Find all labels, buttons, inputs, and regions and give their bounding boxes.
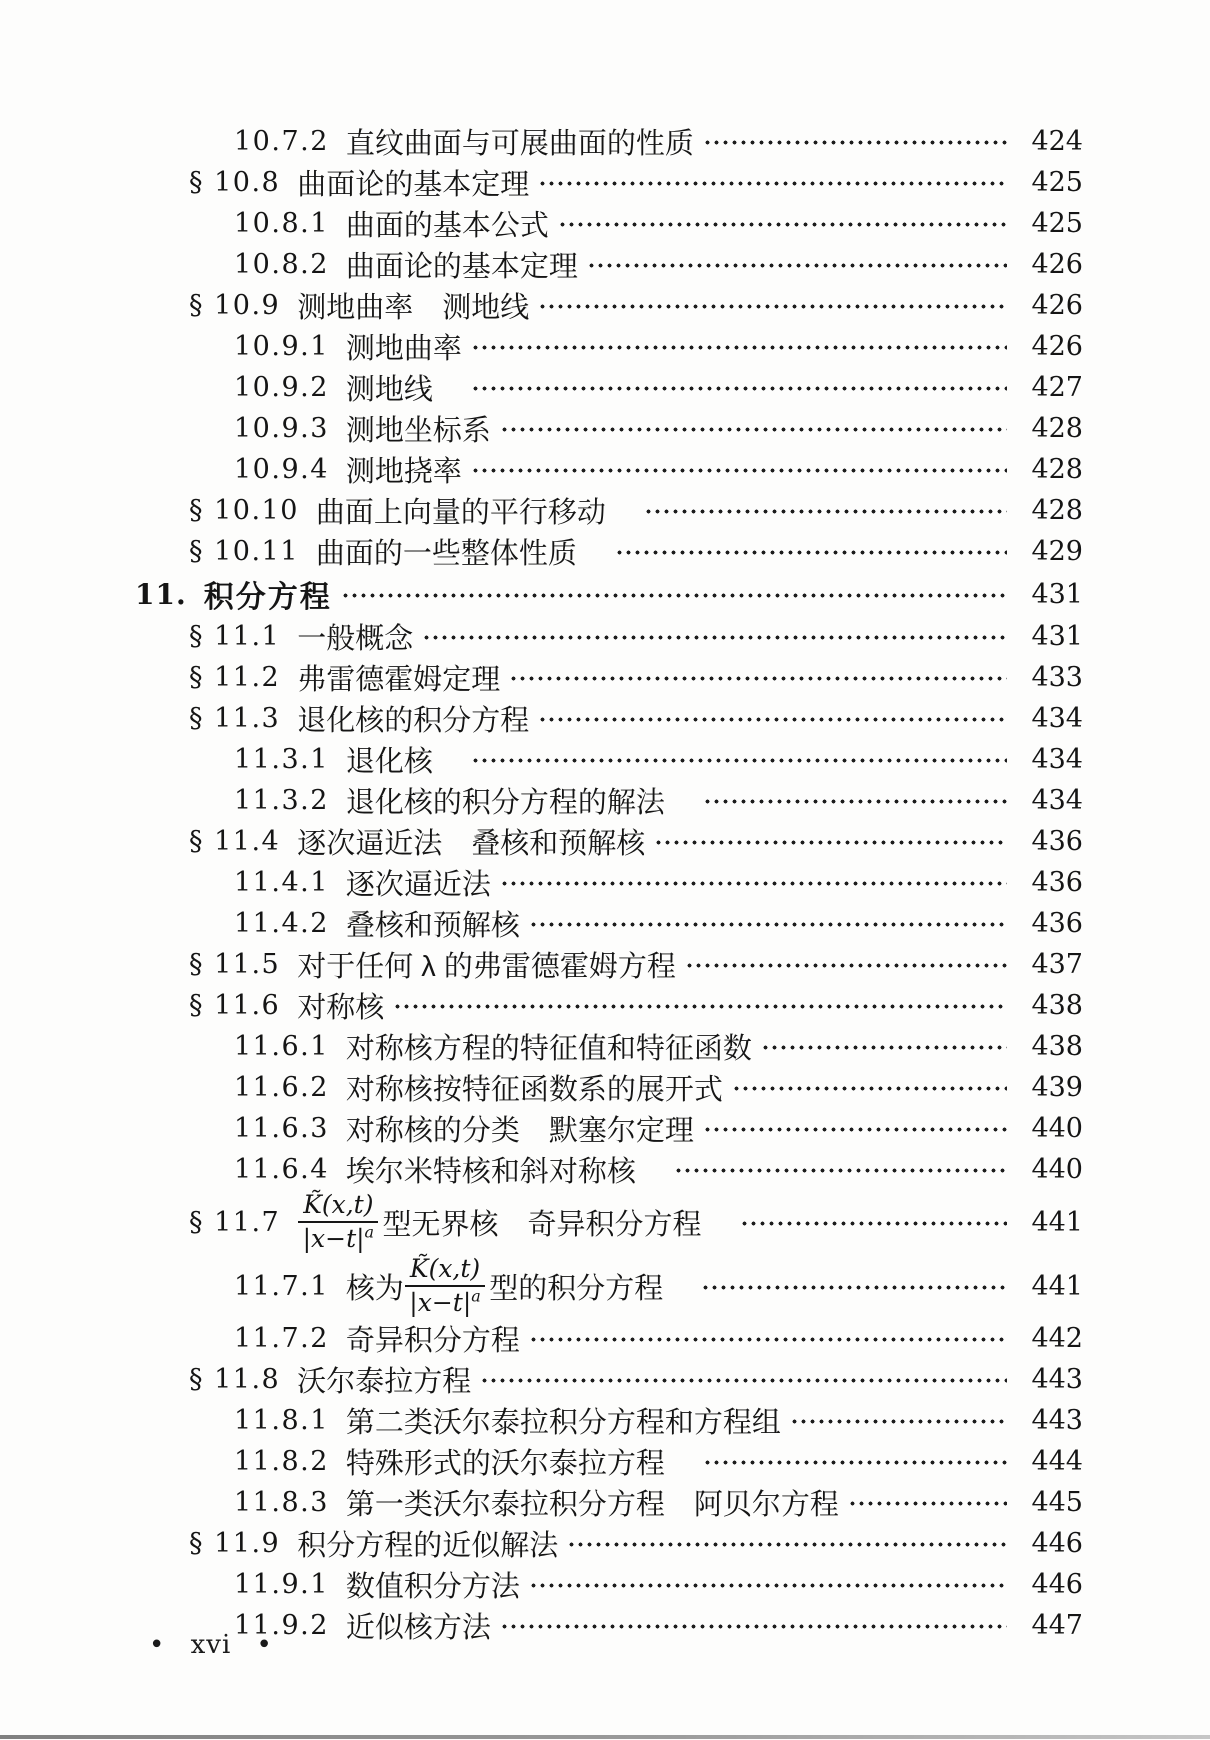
toc-entry [0,244,1083,285]
toc-entry [0,162,1083,203]
fraction-denominator-exponent: a [364,1222,375,1242]
entry-page-number: 442 [1031,1323,1083,1354]
entry-title: 对称核方程的特征值和特征函数 [345,1033,752,1065]
dot-leader [500,1619,1007,1634]
toc-entry [0,531,1083,572]
entry-title: 第二类沃尔泰拉积分方程和方程组 [345,1407,781,1439]
fraction-numerator: K̃(x,t) [298,1191,378,1223]
entry-title: 测地曲率 [345,333,462,365]
fraction-denominator [303,1223,375,1253]
fraction-formula [405,1255,485,1317]
entry-page-number: 437 [1031,949,1083,980]
entry-title: 曲面上向量的平行移动 [315,497,635,529]
entry-title: 测地挠率 [345,456,462,488]
toc-entry [0,985,1083,1026]
entry-page-number: 440 [1031,1154,1083,1185]
dot-leader [341,588,1007,603]
entry-number: § 11.7 [189,1206,281,1238]
entry-page-number: 425 [1031,167,1083,198]
entry-number: 10.7.2 [234,126,329,157]
toc-entry [0,1359,1083,1400]
entry-page-number: 426 [1031,331,1083,362]
entry-number: § 10.10 [189,495,299,526]
entry-title: 直纹曲面与可展曲面的性质 [345,128,694,160]
entry-page-number: 436 [1031,908,1083,939]
entry-page-number: 428 [1031,495,1083,526]
dot-leader [538,712,1007,727]
entry-title: 一般概念 [297,623,414,655]
toc-entry [0,616,1083,657]
entry-title: 对称核的分类 默塞尔定理 [345,1115,694,1147]
entry-page-number: 431 [1031,578,1083,610]
entry-title: 退化核的积分方程的解法 [345,787,694,819]
dot-leader [471,381,1007,396]
entry-number: 11.8.2 [234,1446,329,1477]
entry-number: § 10.8 [189,167,281,198]
toc-entry [0,1441,1083,1482]
entry-number: § 11.5 [189,949,281,980]
toc-entry [0,490,1083,531]
entry-title-suffix: 型的积分方程 [489,1272,693,1305]
dot-leader [790,1414,1007,1429]
dot-leader [529,1578,1007,1593]
toc-entry [0,1318,1083,1359]
entry-page-number: 443 [1031,1364,1083,1395]
entry-page-number: 428 [1031,413,1083,444]
entry-title: 对称核 [297,992,385,1024]
entry-page-number: 439 [1031,1072,1083,1103]
dot-leader [471,340,1007,355]
dot-leader [615,545,1007,560]
toc-entry [0,944,1083,985]
entry-page-number: 427 [1031,372,1083,403]
dot-leader [529,917,1007,932]
entry-number: 10.9.4 [234,454,329,485]
entry-number: § 11.1 [189,621,281,652]
fraction-denominator [409,1287,481,1317]
toc-entry [0,1482,1083,1523]
dot-leader [703,1122,1007,1137]
entry-number: 10.8.2 [234,249,329,280]
entry-page-number: 433 [1031,662,1083,693]
dot-leader [703,135,1007,150]
entry-page-number: 426 [1031,249,1083,280]
dot-leader [422,630,1007,645]
dot-leader [471,463,1007,478]
entry-page-number: 443 [1031,1405,1083,1436]
dot-leader [685,958,1007,973]
entry-number: 11. [135,577,187,611]
entry-number: 11.7.1 [234,1270,329,1302]
toc-entry [0,657,1083,698]
dot-leader [529,1332,1007,1347]
dot-leader [701,1280,1007,1295]
toc-entry [0,203,1083,244]
entry-page-number: 446 [1031,1569,1083,1600]
entry-number: 10.9.2 [234,372,329,403]
entry-number: 11.7.2 [234,1323,329,1354]
entry-page-number: 434 [1031,744,1083,775]
toc-entry [0,408,1083,449]
entry-title: 曲面论的基本定理 [345,251,578,283]
toc-entry [0,367,1083,408]
entry-title: 积分方程的近似解法 [297,1530,559,1562]
entry-title: 近似核方法 [345,1612,491,1644]
entry-number: § 10.11 [189,536,299,567]
entry-number: 10.8.1 [234,208,329,239]
dot-leader [480,1373,1007,1388]
toc-entry [0,698,1083,739]
entry-page-number: 444 [1031,1446,1083,1477]
toc-entry [0,780,1083,821]
dot-leader [732,1081,1007,1096]
entry-number: 11.8.3 [234,1487,329,1518]
entry-number: 11.4.2 [234,908,329,939]
entry-page-number: 441 [1031,1206,1083,1238]
dot-leader [538,176,1007,191]
entry-page-number: 445 [1031,1487,1083,1518]
entry-number: § 11.2 [189,662,281,693]
dot-leader [703,794,1007,809]
entry-page-number: 438 [1031,990,1083,1021]
dot-leader [558,217,1007,232]
entry-title: 逐次逼近法 叠核和预解核 [297,828,646,860]
entry-title: 埃尔米特核和斜对称核 [345,1156,665,1188]
entry-title: 曲面的基本公式 [345,210,549,242]
toc-entry [0,121,1083,162]
toc-entry [0,1400,1083,1441]
entry-title-suffix: 型无界核 奇异积分方程 [382,1208,731,1241]
entry-title: 特殊形式的沃尔泰拉方程 [345,1448,694,1480]
fraction-formula [298,1191,378,1253]
toc-list [0,121,1083,1646]
entry-page-number: 434 [1031,703,1083,734]
entry-title: 叠核和预解核 [345,910,520,942]
entry-title-prefix: 核为 [345,1272,404,1305]
entry-title: 曲面的一些整体性质 [315,538,606,570]
entry-title: 积分方程 [203,581,332,614]
entry-page-number: 446 [1031,1528,1083,1559]
entry-page-number: 438 [1031,1031,1083,1062]
toc-entry [0,821,1083,862]
entry-title: 第一类沃尔泰拉积分方程 阿贝尔方程 [345,1489,839,1521]
entry-page-number: 428 [1031,454,1083,485]
dot-leader [703,1455,1007,1470]
entry-number: 11.6.1 [234,1031,329,1062]
dot-leader [538,299,1007,314]
entry-number: 11.3.2 [234,785,329,816]
toc-entry [0,1564,1083,1605]
toc-entry [0,572,1083,616]
dot-leader [740,1216,1008,1231]
scan-edge-artifact [0,1735,1210,1739]
dot-leader [509,671,1007,686]
entry-number: 11.9.1 [234,1569,329,1600]
fraction-denominator-base: |x−t| [302,1224,365,1253]
dot-leader [674,1163,1007,1178]
entry-title: 沃尔泰拉方程 [297,1366,472,1398]
toc-entry [0,449,1083,490]
entry-number: § 11.9 [189,1528,281,1559]
entry-title: 曲面论的基本定理 [297,169,530,201]
entry-number: 10.9.3 [234,413,329,444]
entry-page-number: 440 [1031,1113,1083,1144]
entry-page-number: 429 [1031,536,1083,567]
entry-title: 奇异积分方程 [345,1325,520,1357]
toc-entry [0,1523,1083,1564]
toc-entry [0,739,1083,780]
entry-page-number: 436 [1031,867,1083,898]
entry-title: 测地坐标系 [345,415,491,447]
entry-page-number: 441 [1031,1270,1083,1302]
dot-leader [644,504,1007,519]
entry-number: 11.8.1 [234,1405,329,1436]
toc-entry [0,1149,1083,1190]
toc-entry [0,903,1083,944]
entry-number: 11.4.1 [234,867,329,898]
entry-page-number: 434 [1031,785,1083,816]
entry-number: 11.6.2 [234,1072,329,1103]
entry-page-number: 431 [1031,621,1083,652]
dot-leader [654,835,1007,850]
entry-page-number: 426 [1031,290,1083,321]
entry-number: 10.9.1 [234,331,329,362]
toc-entry [0,326,1083,367]
toc-entry [0,285,1083,326]
dot-leader [500,422,1007,437]
entry-page-number: 425 [1031,208,1083,239]
entry-page-number: 447 [1031,1610,1083,1641]
entry-number: 11.6.4 [234,1154,329,1185]
entry-number: 11.3.1 [234,744,329,775]
entry-page-number: 424 [1031,126,1083,157]
entry-number: § 11.3 [189,703,281,734]
entry-page-number: 436 [1031,826,1083,857]
entry-title: 逐次逼近法 [345,869,491,901]
dot-leader [567,1537,1007,1552]
dot-leader [848,1496,1007,1511]
fraction-numerator: K̃(x,t) [405,1255,485,1287]
toc-entry [0,1108,1083,1149]
entry-title: 对于任何 λ 的弗雷德霍姆方程 [297,951,676,983]
dot-leader [393,999,1007,1014]
dot-leader [471,753,1007,768]
entry-number: § 11.8 [189,1364,281,1395]
entry-number: 11.6.3 [234,1113,329,1144]
entry-title: 测地线 [345,374,462,406]
entry-number: § 11.4 [189,826,281,857]
fraction-denominator-base: |x−t| [409,1288,472,1317]
entry-number: § 11.6 [189,990,281,1021]
entry-title: 弗雷德霍姆定理 [297,664,501,696]
entry-title: 测地曲率 测地线 [297,292,530,324]
entry-number: § 10.9 [189,290,281,321]
toc-entry [0,862,1083,903]
entry-title: 退化核的积分方程 [297,705,530,737]
dot-leader [500,876,1007,891]
dot-leader [761,1040,1007,1055]
toc-entry [0,1067,1083,1108]
toc-entry [0,1190,1083,1254]
dot-leader [587,258,1007,273]
entry-number: 11.9.2 [234,1610,329,1641]
entry-title: 退化核 [345,746,462,778]
toc-entry [0,1026,1083,1067]
entry-title: 对称核按特征函数系的展开式 [345,1074,723,1106]
entry-title: 数值积分方法 [345,1571,520,1603]
page-footer-number: • xvi • [149,1630,273,1660]
fraction-denominator-exponent: a [471,1286,481,1306]
toc-entry [0,1254,1083,1318]
